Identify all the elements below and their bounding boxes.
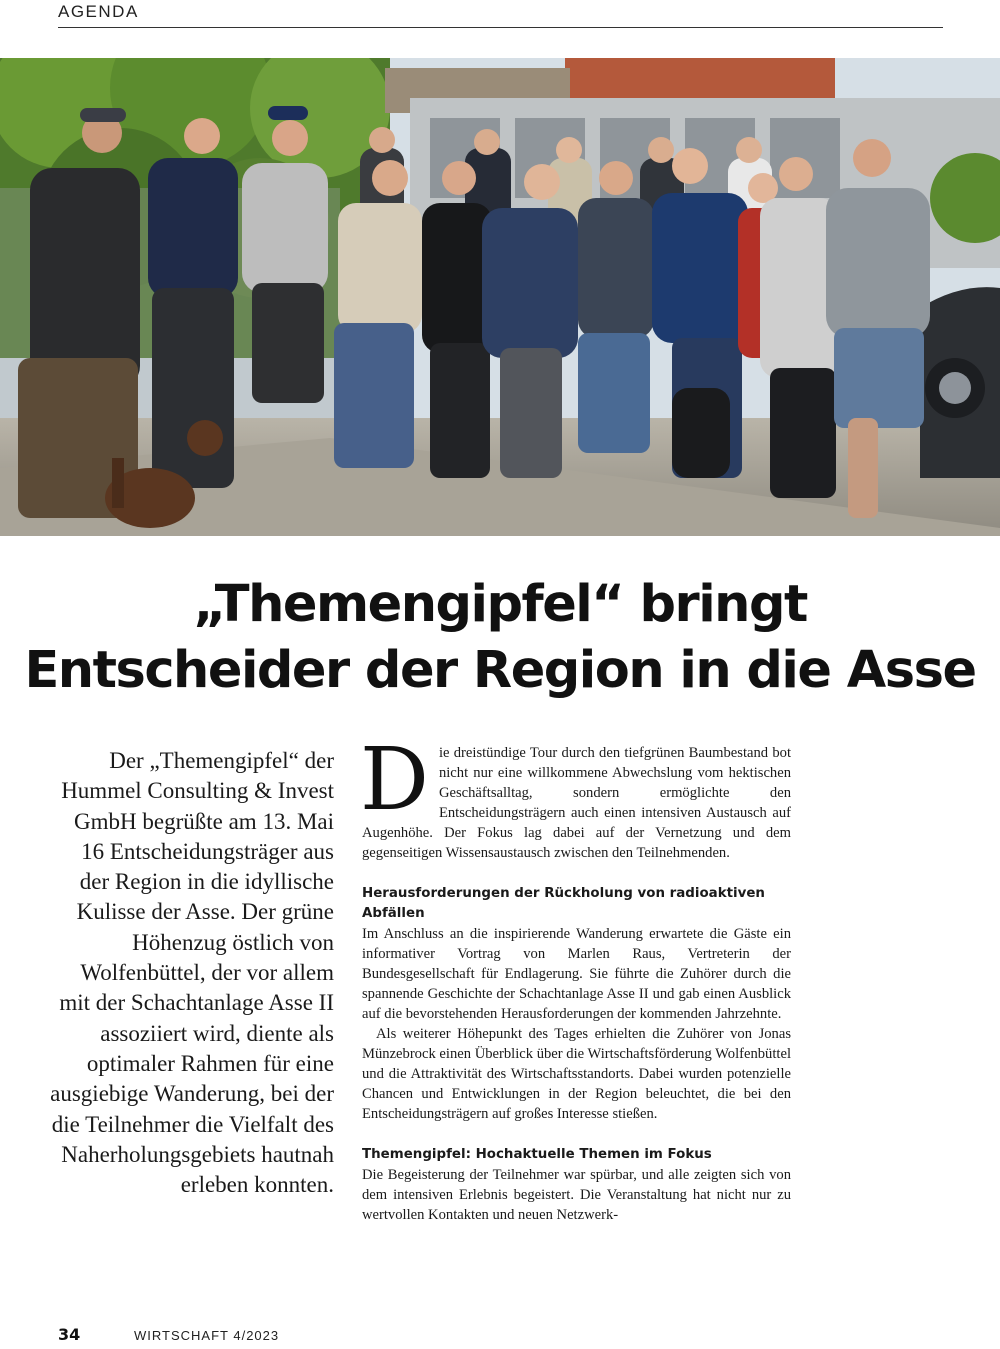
subheading-1: Herausforderungen der Rückholung von radioaktiven Abfällen	[362, 885, 765, 921]
header-rule	[58, 27, 943, 28]
spacer	[362, 1125, 791, 1145]
headline-line-2: Entscheider der Region in die Asse	[24, 641, 976, 700]
intro-text: Der „Themengipfel“ der Hummel Consulting & Invest GmbH begrüßte am 13. Mai 16 Entscheidungsträger aus der Region in die idyllische Kulisse der Asse. Der grüne Höhenzug östlich von Wolfenbüttel, der vor allem mit der Schachtanlage Asse II assoziiert wird, diente als optimaler Rahmen für eine ausgiebige Wanderung, bei der die Teilnehmer die Vielfalt des Naherholungsgebiets hautnah erleben konnten.	[50, 748, 334, 1198]
page-number: 34	[58, 1325, 81, 1344]
article-body	[360, 730, 791, 1225]
article-paragraph-2: Im Anschluss an die inspirierende Wanderung erwartete die Gäste ein informativer Vortrag von Marlen Raus, Vertreterin der Bundesgesellschaft für Endlagerung. Sie führte die Zuhörer durch die spannende Geschichte der Schachtanlage Asse II und gab einen Ausblick auf die bevorstehenden Herausforderungen der kommenden Jahrzehnte.	[362, 925, 791, 1022]
group-photo	[0, 58, 1000, 536]
magazine-issue: WIRTSCHAFT 4/2023	[134, 1328, 280, 1343]
subheading-2: Themengipfel: Hochaktuelle Themen im Fokus	[362, 1146, 712, 1162]
section-label: AGENDA	[58, 2, 139, 21]
spacer	[362, 864, 791, 884]
drop-cap: D	[360, 730, 429, 830]
headline-line-1: „Themengipfel“ bringt	[193, 575, 807, 634]
article-paragraph-4: Die Begeisterung der Teilnehmer war spürbar, und alle zeigten sich von dem intensiven Erlebnis begeistert. Die Veranstaltung hat nicht nur zu wertvollen Kontakten und neuen Netzwerk-	[362, 1166, 791, 1223]
article-paragraph-3: Als weiterer Höhepunkt des Tages erhielten die Zuhörer von Jonas Münzebrock einen Überblick über die Wirtschaftsförderung Wolfenbüttel und die Attraktivität des Wirtschaftsstandorts. Dabei wurden potenzielle Chancen und Entwicklungen in der Region beleuchtet, die bei den Entscheidungsträgern auf großes Interesse stießen.	[362, 1026, 791, 1123]
article-paragraph-1	[360, 730, 791, 864]
article-paragraph-1-text: ie dreistündige Tour durch den tiefgrünen Baumbestand bot nicht nur eine willkommene Abwechslung vom hektischen Geschäftsalltag, sondern ermöglichte den Entscheidungsträgern auch einen intensiven Austausch auf Augenhöhe. Der Fokus lag dabei auf der Vernetzung und dem gegenseitigen Wissensaustausch zwischen den Teilnehmenden.	[362, 745, 791, 862]
headline	[20, 572, 980, 704]
